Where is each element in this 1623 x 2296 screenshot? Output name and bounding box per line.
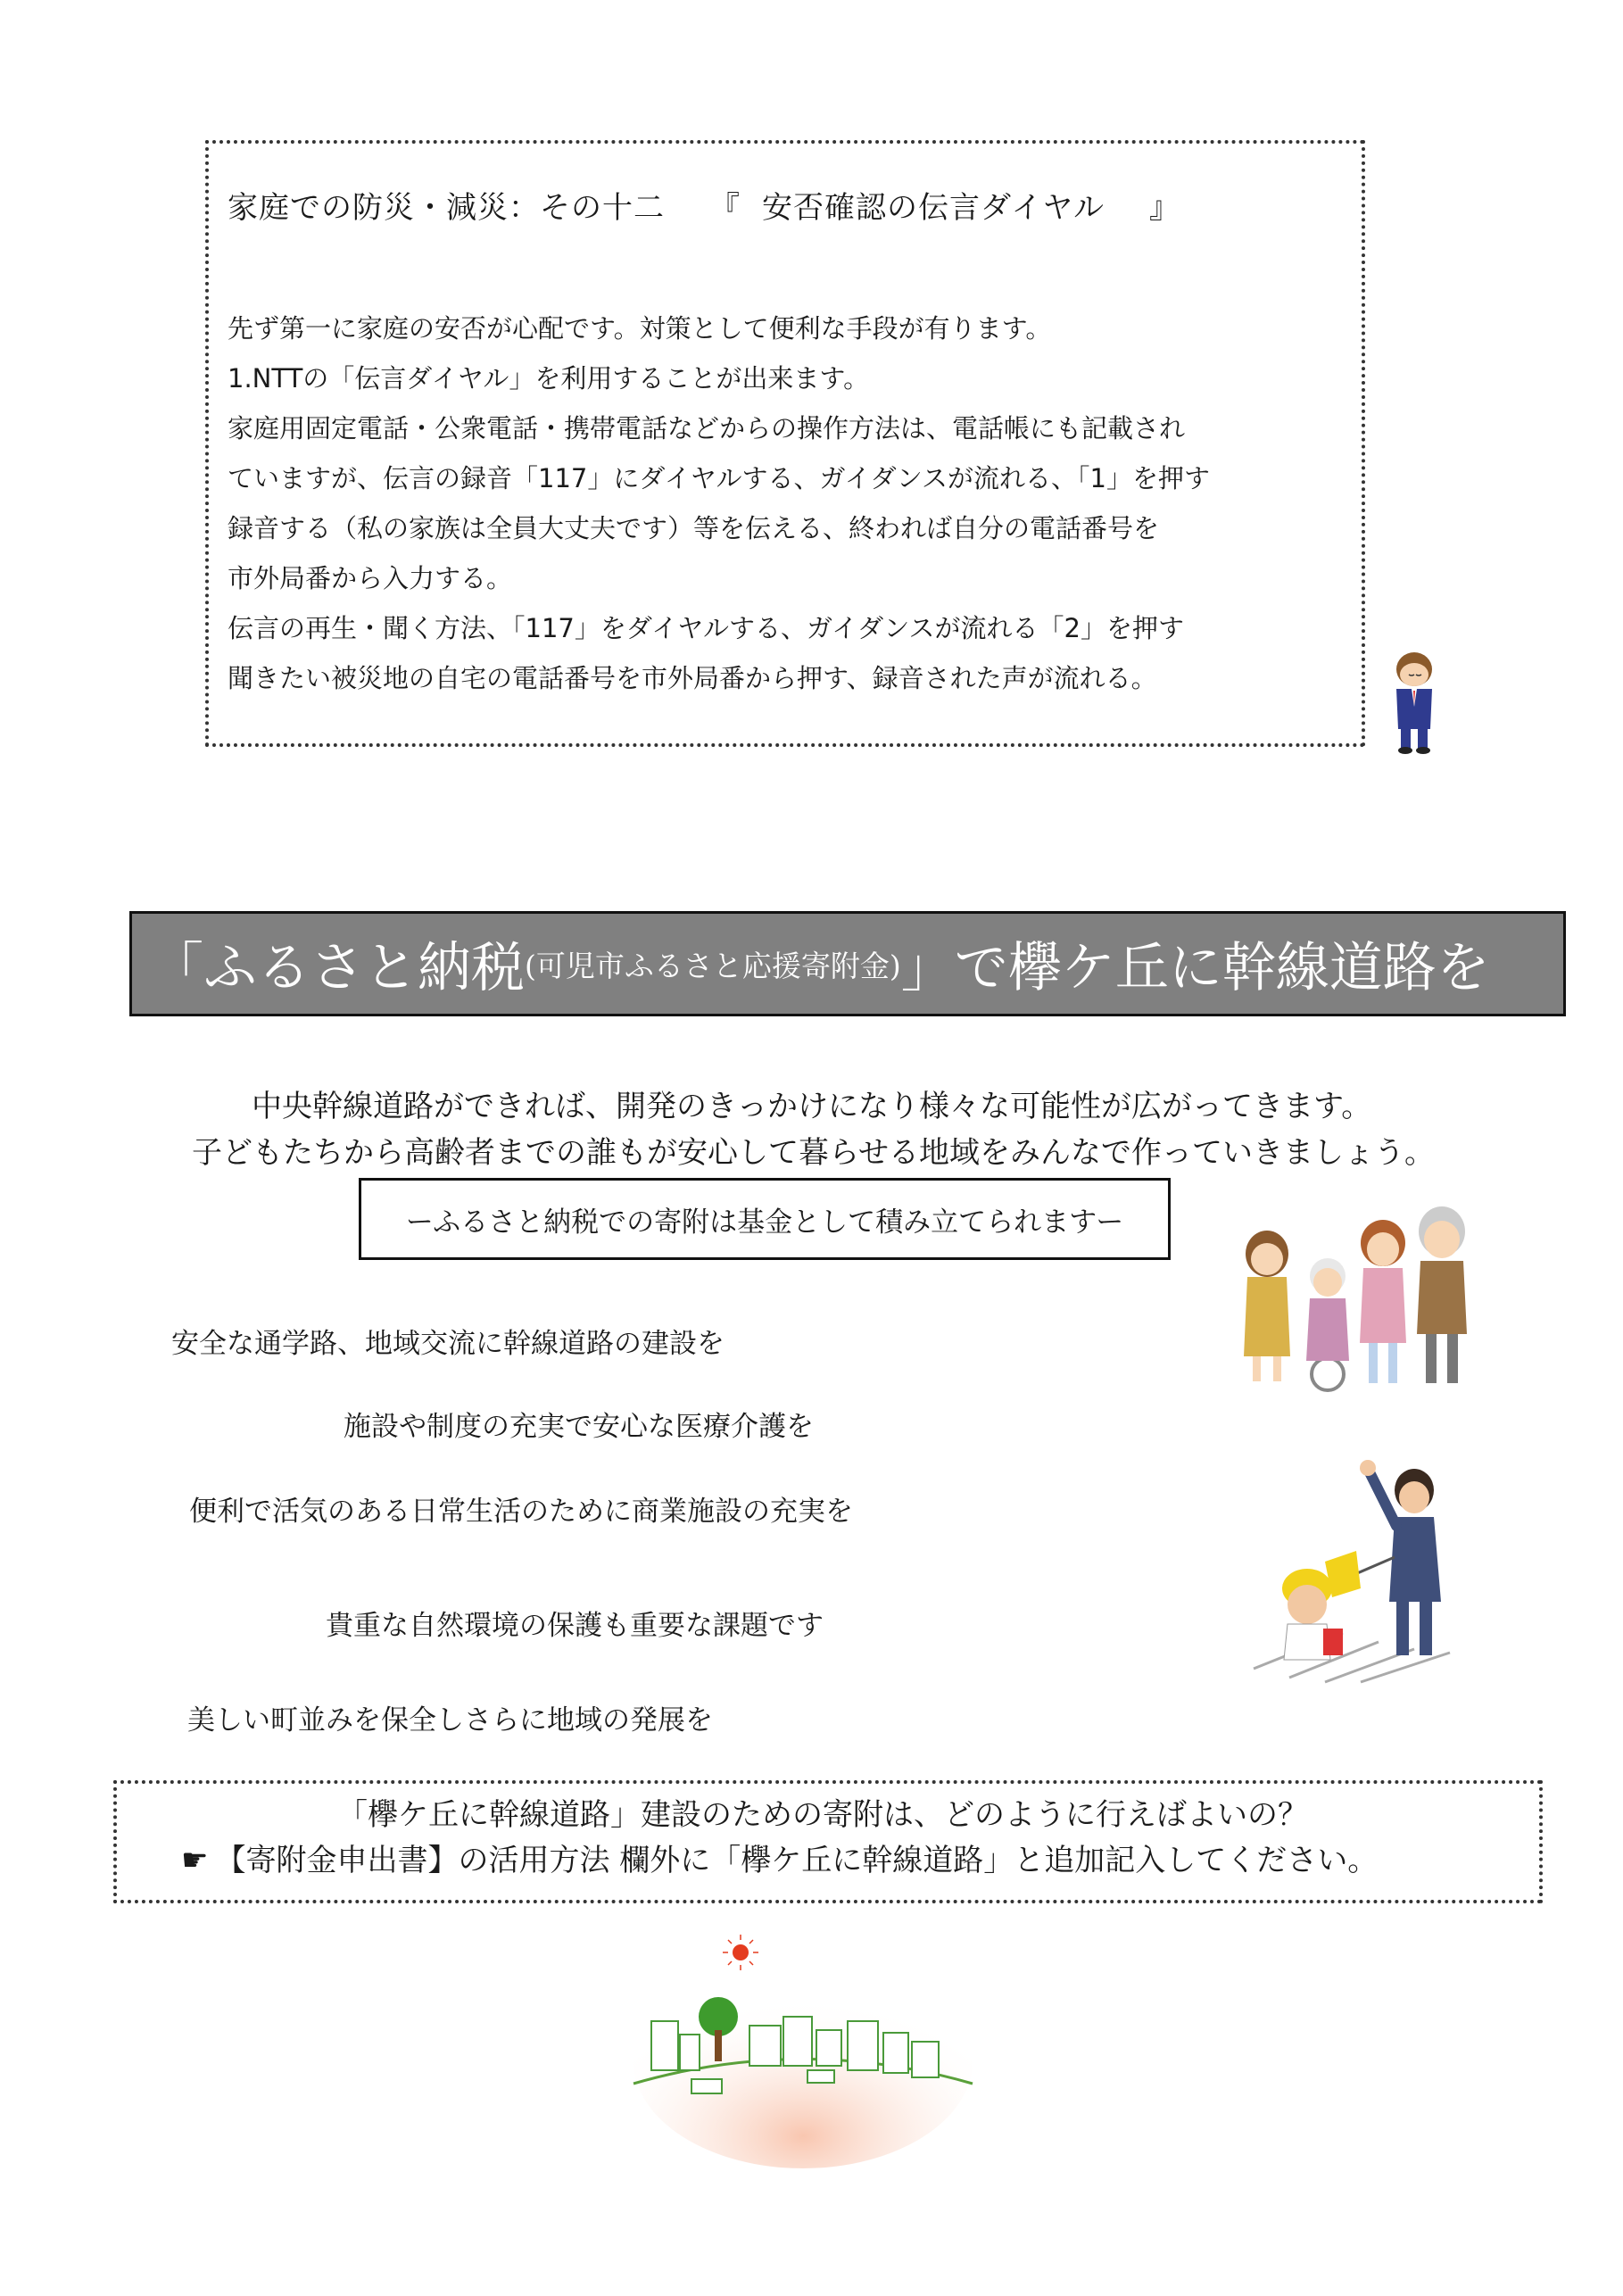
goal-item: 便利で活気のある日常生活のために商業施設の充実を — [189, 1496, 853, 1528]
safety-line: 伝言の再生・聞く方法、「117」をダイヤルする、ガイダンスが流れる「2」を押す — [228, 613, 1184, 643]
crossing-guard-illustration — [1236, 1455, 1481, 1682]
donation-method-line — [181, 1836, 1378, 1879]
banner-title-part2: 」で欅ケ丘に幹線道路を — [900, 937, 1490, 999]
fund-note-box: ーふるさと納税での寄附は基金として積み立てられますー — [359, 1178, 1171, 1260]
safety-line: 家庭用固定電話・公衆電話・携帯電話などからの操作方法は、電話帳にも記載され — [228, 413, 1186, 443]
safety-text — [228, 303, 1210, 703]
safety-title-prefix: 家庭での防災・減災：その十二 — [228, 190, 665, 226]
goal-item: 貴重な自然環境の保護も重要な課題です — [326, 1610, 824, 1642]
safety-line: 録音する（私の家族は全員大丈夫です）等を伝える、終われば自分の電話番号を — [228, 513, 1160, 543]
donation-question: 「欅ケ丘に幹線道路」建設のための寄附は、どのように行えばよいの？ — [337, 1797, 1308, 1833]
safety-line: 1.NTTの「伝言ダイヤル」を利用することが出来ます。 — [228, 363, 870, 394]
goal-item: 安全な通学路、地域交流に幹線道路の建設を — [171, 1328, 725, 1360]
intro-line-1: 中央幹線道路ができれば、開発のきっかけになり様々な可能性が広がってきます。 — [252, 1089, 1372, 1124]
pointing-hand-icon: ☛ — [181, 1843, 209, 1878]
family-illustration — [1231, 1200, 1486, 1392]
safety-title-open-bracket: 『 — [709, 190, 741, 226]
safety-line: 市外局番から入力する。 — [228, 563, 513, 593]
safety-line: 先ず第一に家庭の安否が心配です。対策として便利な手段が有ります。 — [228, 313, 1052, 344]
safety-title-close-bracket: 』 — [1148, 190, 1180, 226]
banner-title-subtitle: (可児市ふるさと応援寄附金) — [525, 948, 901, 983]
safety-title-main: 安否確認の伝言ダイヤル — [762, 190, 1105, 226]
intro-line-2: 子どもたちから高齢者までの誰もが安心して暮らせる地域をみんなで作っていきましょう。 — [192, 1135, 1435, 1171]
goal-item: 施設や制度の充実で安心な医療介護を — [344, 1411, 814, 1443]
safety-line: 聞きたい被災地の自宅の電話番号を市外局番から押す、録音された声が流れる。 — [228, 663, 1157, 693]
safety-line: ていますが、伝言の録音「117」にダイヤルする、ガイダンスが流れる、「1」を押す — [228, 463, 1210, 493]
furusato-tax-banner — [129, 911, 1566, 1016]
bowing-man-illustration — [1379, 644, 1450, 756]
town-illustration — [625, 1927, 981, 2106]
banner-title-part1: 「ふるさと納税 — [150, 937, 525, 999]
goal-item: 美しい町並みを保全しさらに地域の発展を — [187, 1704, 713, 1737]
safety-title — [228, 183, 1180, 227]
donation-method-text: 【寄附金申出書】の活用方法 欄外に「欅ケ丘に幹線道路」と追加記入してください。 — [215, 1843, 1379, 1878]
